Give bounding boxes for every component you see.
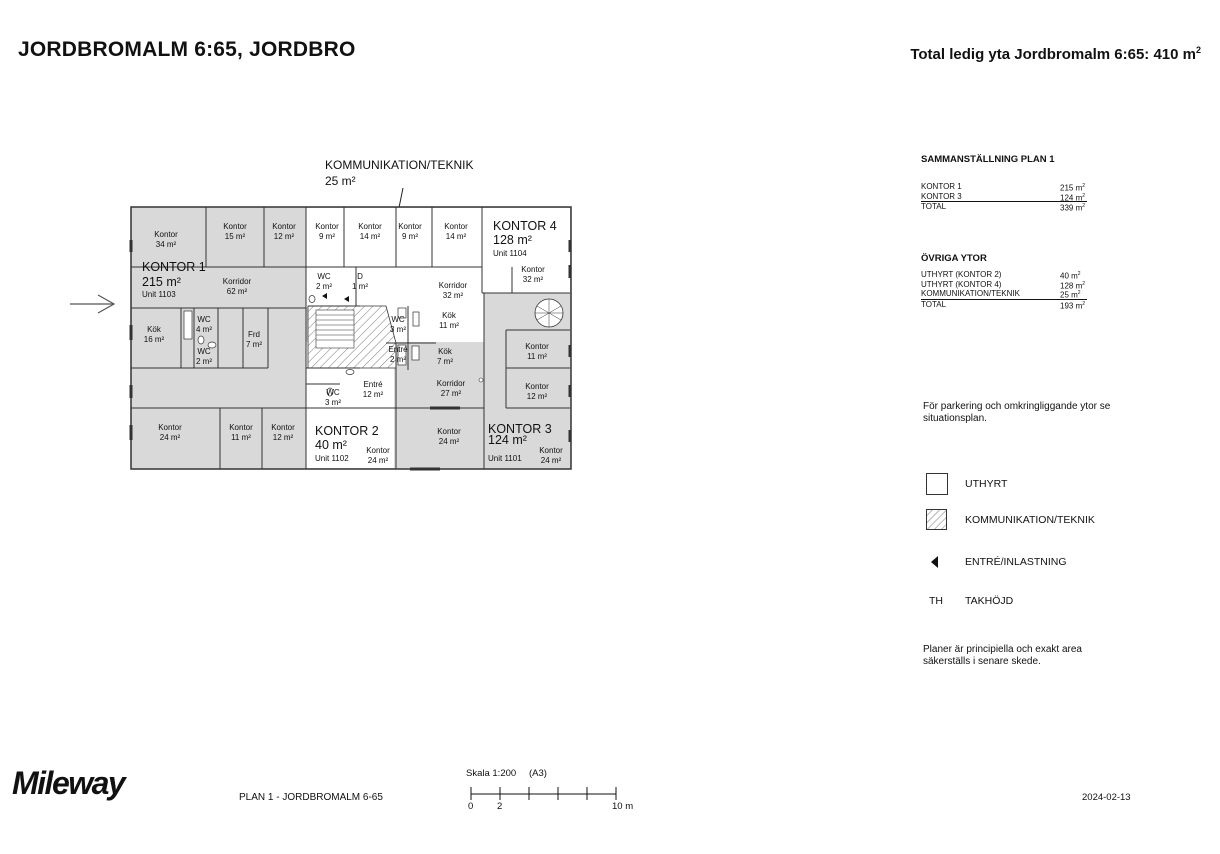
- room-area: 2 m²: [390, 355, 406, 364]
- room-area: 16 m²: [143, 335, 165, 344]
- room-area: 24 m²: [159, 433, 181, 442]
- room-name: Korridor: [436, 379, 466, 388]
- other-areas-table: [921, 270, 1087, 309]
- room-area: 2 m²: [196, 357, 212, 366]
- room-area: 24 m²: [540, 456, 562, 465]
- legend-communication-swatch: [926, 509, 948, 531]
- other-row: KOMMUNIKATION/TEKNIK 25 $m^2$: [921, 289, 1087, 300]
- unit-name: KONTOR 4: [493, 219, 557, 233]
- room-area: 3 m²: [390, 325, 406, 334]
- room-name: Kontor: [271, 423, 295, 432]
- room-area: 12 m²: [362, 390, 384, 399]
- unit-id: Unit 1104: [493, 249, 527, 258]
- north-arrow-icon: [70, 295, 114, 313]
- column-icon: [479, 378, 483, 382]
- room-area: 24 m²: [438, 437, 460, 446]
- room-name: WC: [197, 315, 211, 324]
- room-area: 12 m²: [273, 232, 295, 241]
- floor-plan: [0, 0, 600, 520]
- unit-area: 124 m²: [488, 433, 527, 447]
- room-area: 4 m²: [196, 325, 212, 334]
- room-name: Kontor: [444, 222, 468, 231]
- unit-name: KONTOR 3: [488, 422, 552, 436]
- unit-id: Unit 1101: [488, 454, 522, 463]
- scale-label: Skala 1:200: [466, 768, 517, 779]
- room-name: Entré: [388, 345, 408, 354]
- room-area: 14 m²: [359, 232, 381, 241]
- room-name: Kontor: [315, 222, 339, 231]
- room-area: 2 m²: [316, 282, 332, 291]
- legend-rented-label: UTHYRT: [965, 478, 1008, 490]
- room-area: 7 m²: [246, 340, 262, 349]
- room-area: 3 m²: [325, 398, 341, 407]
- room-name: Kontor: [272, 222, 296, 231]
- room-area: 12 m²: [526, 392, 548, 401]
- disclaimer-note: Planer är principiella och exakt area säkerställs i senare skede.: [923, 644, 1082, 667]
- legend-entrance-label: ENTRÉ/INLASTNING: [965, 556, 1067, 568]
- room-area: 27 m²: [440, 389, 462, 398]
- other-areas-heading: ÖVRIGA YTOR: [921, 253, 987, 264]
- legend-rented-swatch: [926, 473, 948, 495]
- plan-label: PLAN 1 - JORDBROMALM 6-65: [239, 792, 383, 803]
- room-name: Kontor: [229, 423, 253, 432]
- room-name: WC: [197, 347, 211, 356]
- room-name: WC: [317, 272, 331, 281]
- room-area: 1 m²: [352, 282, 368, 291]
- floor-plan-drawing: [0, 0, 600, 520]
- room-name: Kontor: [539, 446, 563, 455]
- room-name: Kök: [147, 325, 161, 334]
- summary-row: KONTOR 3 124 $m^2$: [921, 191, 1086, 203]
- other-row: UTHYRT (KONTOR 2) 40 $m^2$: [921, 270, 1081, 281]
- other-row: UTHYRT (KONTOR 4) 128 $m^2$: [921, 279, 1086, 291]
- room-name: Kontor: [525, 382, 549, 391]
- stairs-icon: [316, 310, 354, 348]
- room-name: Kontor: [158, 423, 182, 432]
- room-name: Korridor: [222, 277, 252, 286]
- room-area: 34 m²: [155, 240, 177, 249]
- room-area: 9 m²: [319, 232, 335, 241]
- summary-table: [921, 182, 1087, 212]
- scale-tick-2: 2: [497, 801, 503, 812]
- room-area: 11 m²: [231, 433, 251, 442]
- room-area: 7 m²: [437, 357, 453, 366]
- callout-area: 25 m²: [325, 174, 356, 188]
- unit-id: Unit 1103: [142, 290, 176, 299]
- room-name: Frd: [248, 330, 260, 339]
- room-area: 11 m²: [527, 352, 547, 361]
- company-logo: Mileway: [12, 765, 125, 801]
- total-vacant-area: Total ledig yta Jordbromalm 6:65: 410 $m^2$: [910, 45, 1201, 63]
- room-name: Kontor: [398, 222, 422, 231]
- room-name: Kontor: [223, 222, 247, 231]
- room-area: 12 m²: [272, 433, 294, 442]
- scale-paper: (A3): [529, 768, 547, 779]
- room-area: 11 m²: [439, 321, 459, 330]
- spiral-stair-icon: [535, 299, 563, 327]
- room-area: 32 m²: [522, 275, 544, 284]
- room-name: Korridor: [438, 281, 468, 290]
- room-name: Kontor: [521, 265, 545, 274]
- unit-id: Unit 1102: [315, 454, 349, 463]
- room-area: 32 m²: [442, 291, 464, 300]
- plan-date: 2024-02-13: [1082, 792, 1131, 803]
- unit-area: 40 m²: [315, 438, 347, 452]
- room-name: Kontor: [358, 222, 382, 231]
- room-area: 14 m²: [445, 232, 467, 241]
- summary-row: KONTOR 1 215 $m^2$: [921, 182, 1086, 193]
- summary-heading: SAMMANSTÄLLNING PLAN 1: [921, 154, 1055, 165]
- room-area: 24 m²: [367, 456, 389, 465]
- room-name: Entré: [363, 380, 383, 389]
- scale-tick-10: 10 m: [612, 801, 634, 812]
- room-name: Kök: [442, 311, 456, 320]
- unit-name: KONTOR 2: [315, 424, 379, 438]
- room-name: WC: [326, 388, 340, 397]
- scale-bar: [466, 782, 626, 802]
- room-name: Kök: [438, 347, 452, 356]
- room-name: Kontor: [154, 230, 178, 239]
- room-area: 62 m²: [226, 287, 248, 296]
- legend-ceiling-label: TAKHÖJD: [965, 595, 1014, 607]
- unit-name: KONTOR 1: [142, 260, 206, 274]
- entrance-icon: [930, 556, 940, 568]
- room-name: Kontor: [437, 427, 461, 436]
- page-title: JORDBROMALM 6:65, JORDBRO: [18, 38, 356, 61]
- room-area: 9 m²: [402, 232, 418, 241]
- room-area: 15 m²: [224, 232, 246, 241]
- callout-label: KOMMUNIKATION/TEKNIK: [325, 158, 474, 172]
- unit-area: 215 m²: [142, 275, 181, 289]
- room-name: WC: [391, 315, 405, 324]
- summary-total-row: TOTAL 339 $m^2$: [921, 202, 1086, 213]
- room-name: Kontor: [366, 446, 390, 455]
- room-name: Kontor: [525, 342, 549, 351]
- room-name: D: [357, 272, 363, 281]
- other-total-row: TOTAL 193 $m^2$: [921, 299, 1086, 311]
- scale-tick-0: 0: [468, 801, 474, 812]
- unit-area: 128 m²: [493, 233, 532, 247]
- legend-ceiling-symbol: TH: [929, 595, 943, 607]
- parking-note: För parkering och omkringliggande ytor se situationsplan.: [923, 401, 1111, 424]
- legend-communication-label: KOMMUNIKATION/TEKNIK: [965, 514, 1095, 526]
